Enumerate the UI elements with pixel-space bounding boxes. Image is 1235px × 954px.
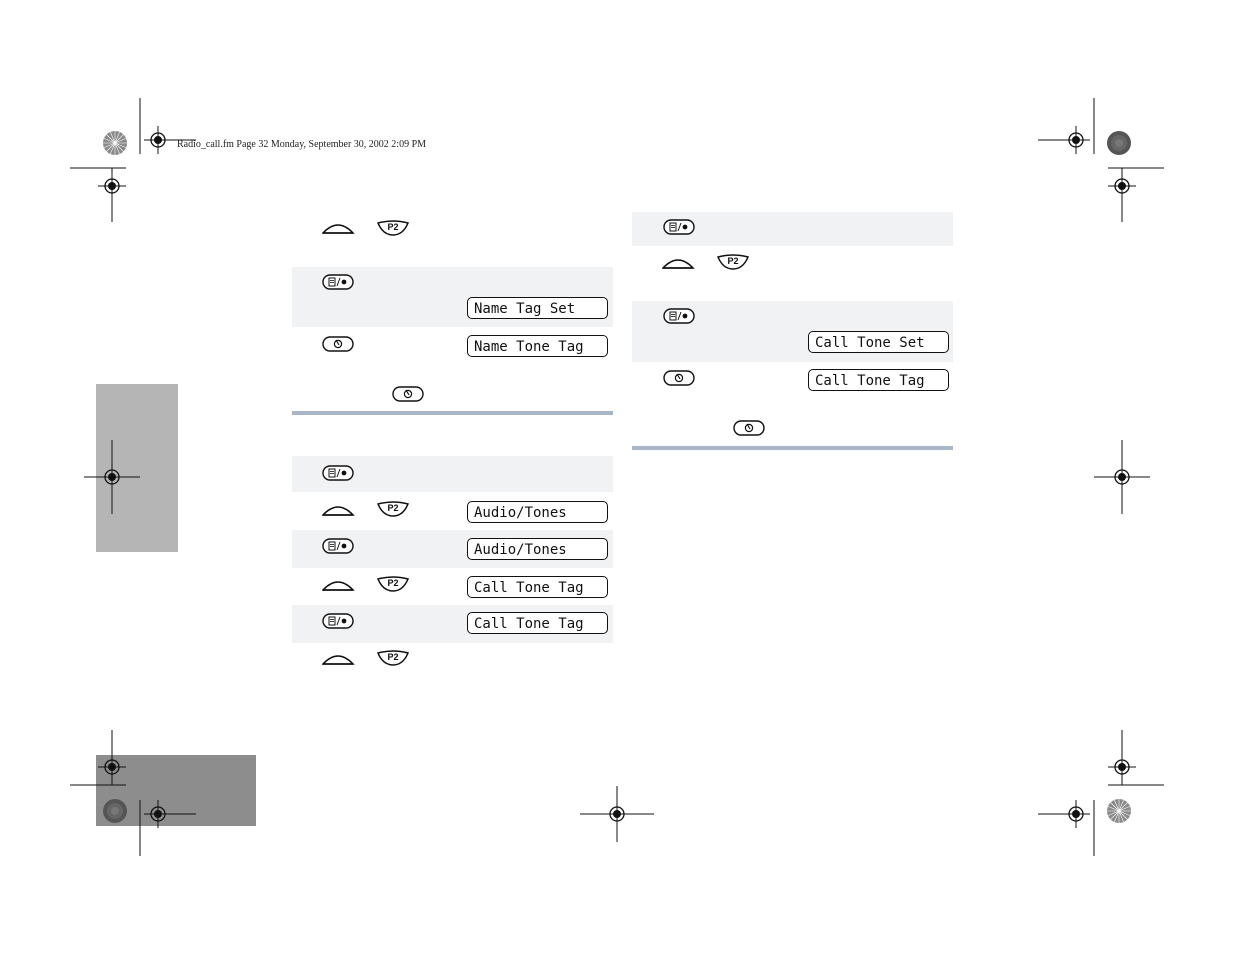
display-name-tone-tag: Name Tone Tag (467, 335, 608, 357)
display-call-tone-tag: Call Tone Tag (808, 369, 949, 391)
display-audio-tones: Audio/Tones (467, 501, 608, 523)
display-call-tone-tag: Call Tone Tag (467, 576, 608, 598)
page-header: Radio_call.fm Page 32 Monday, September 30, 2002 2:09 PM (177, 139, 427, 150)
display-call-tone-set: Call Tone Set (808, 331, 949, 353)
display-call-tone-tag: Call Tone Tag (467, 612, 608, 634)
display-name-tag-set: Name Tag Set (467, 297, 608, 319)
display-audio-tones: Audio/Tones (467, 538, 608, 560)
